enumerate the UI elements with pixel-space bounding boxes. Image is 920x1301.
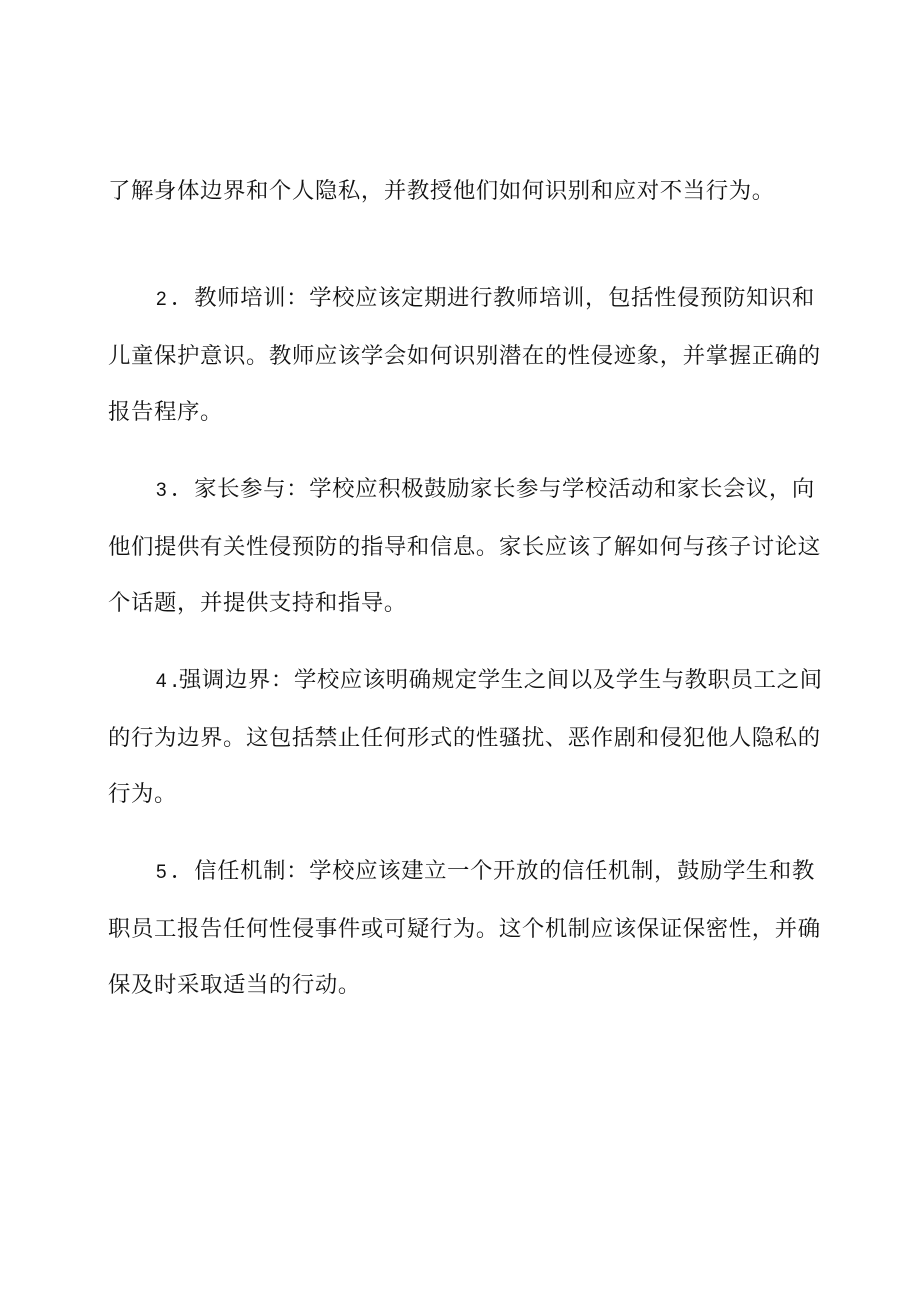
paragraph-first-line xyxy=(108,652,828,710)
item-number: 3 xyxy=(156,480,168,501)
item-teacher-training xyxy=(108,270,828,440)
paragraph-first-line xyxy=(108,843,828,901)
paragraph-line: 行为。 xyxy=(108,781,177,807)
paragraph-line: 儿童保护意识。教师应该学会如何识别潜在的性侵迹象，并掌握正确的 xyxy=(108,343,821,369)
paragraph-line: .强调边界：学校应该明确规定学生之间以及学生与教职员工之间 xyxy=(171,667,823,693)
paragraph-line: ．教师培训：学校应该定期进行教师培训，包括性侵预防知识和 xyxy=(171,285,815,311)
paragraph-line: 的行为边界。这包括禁止任何形式的性骚扰、恶作剧和侵犯他人隐私的 xyxy=(108,725,821,751)
item-parent-involvement xyxy=(108,461,828,631)
paragraph-line: 报告程序。 xyxy=(108,399,223,425)
paragraph-line: ．信任机制：学校应该建立一个开放的信任机制，鼓励学生和教 xyxy=(171,858,815,884)
paragraph-line: 保及时采取适当的行动。 xyxy=(108,972,361,998)
paragraph-line: 个话题，并提供支持和指导。 xyxy=(108,590,407,616)
item-emphasize-boundaries xyxy=(108,652,828,822)
item-number: 2 xyxy=(156,289,168,310)
paragraph-line: 了解身体边界和个人隐私，并教授他们如何识别和应对不当行为。 xyxy=(108,178,775,204)
paragraph-first-line xyxy=(108,461,828,519)
item-number: 4 xyxy=(156,671,168,692)
intro-paragraph xyxy=(108,163,828,219)
paragraph-line: ．家长参与：学校应积极鼓励家长参与学校活动和家长会议，向 xyxy=(171,476,815,502)
paragraph-line: 他们提供有关性侵预防的指导和信息。家长应该了解如何与孩子讨论这 xyxy=(108,534,821,560)
paragraph-line: 职员工报告任何性侵事件或可疑行为。这个机制应该保证保密性，并确 xyxy=(108,916,821,942)
paragraph-first-line xyxy=(108,270,828,328)
item-trust-mechanism xyxy=(108,843,828,1013)
item-number: 5 xyxy=(156,862,168,883)
